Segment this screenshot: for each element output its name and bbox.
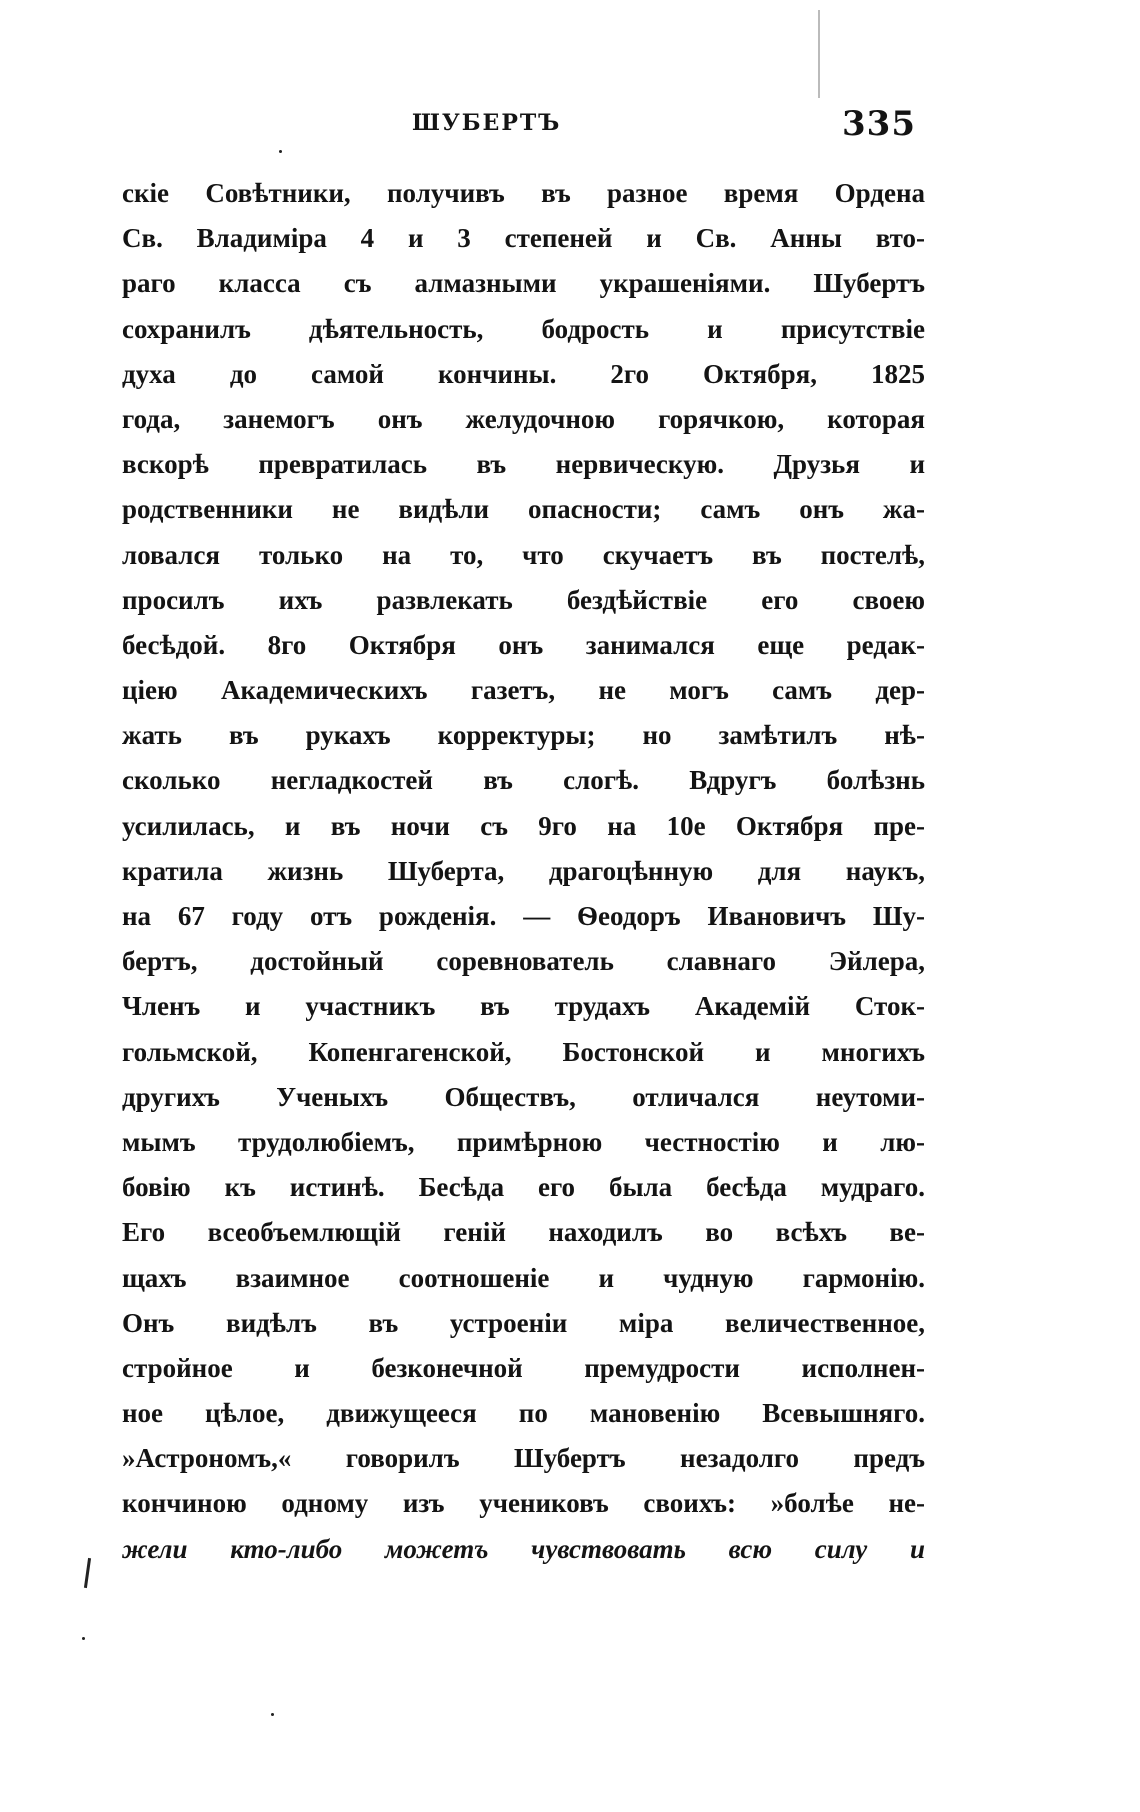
text-line: »Астрономъ,« говорилъ Шубертъ незадолго предъ bbox=[122, 1443, 925, 1474]
body-text bbox=[122, 171, 925, 1572]
text-line: кратила жизнь Шуберта, драгоцѣнную для наукъ, bbox=[122, 855, 925, 886]
text-line: стройное и безконечной премудрости исполнен- bbox=[122, 1352, 925, 1383]
text-line: Его всеобъемлющій геній находилъ во всѣхъ ве- bbox=[122, 1217, 925, 1248]
text-line: мымъ трудолюбіемъ, примѣрною честностію и лю- bbox=[122, 1126, 925, 1157]
text-line: щахъ взаимное соотношеніе и чудную гармонію. bbox=[122, 1262, 925, 1293]
text-line: сохранилъ дѣятельность, бодрость и присутствіе bbox=[122, 313, 925, 344]
text-line: Онъ видѣлъ въ устроеніи міра величественное, bbox=[122, 1307, 925, 1338]
running-head: ШУБЕРТЪ bbox=[412, 110, 562, 136]
text-line: ное цѣлое, движущееся по мановенію Всевышняго. bbox=[122, 1398, 925, 1429]
text-line: родственники не видѣли опасности; самъ онъ жа- bbox=[122, 494, 925, 525]
text-line: сколько негладкостей въ слогѣ. Вдругъ болѣзнь bbox=[122, 765, 925, 796]
text-line: кончиною одному изъ учениковъ своихъ: »болѣе не- bbox=[122, 1488, 925, 1519]
scan-speck bbox=[82, 1637, 85, 1640]
text-line: духа до самой кончины. 2го Октября, 1825 bbox=[122, 358, 925, 389]
text-line: скіе Совѣтники, получивъ въ разное время Ордена bbox=[122, 178, 925, 208]
text-line: ловался только на то, что скучаетъ въ постелѣ, bbox=[122, 539, 925, 570]
text-line: жели кто-либо можетъ чувствовать всю силу и bbox=[122, 1533, 925, 1564]
text-line: Членъ и участникъ въ трудахъ Академій Сток- bbox=[122, 991, 925, 1022]
scan-artifact-line bbox=[818, 10, 820, 98]
text-line: другихъ Ученыхъ Обществъ, отличался неутоми- bbox=[122, 1081, 925, 1112]
text-line: бертъ, достойный соревнователь славнаго Эйлера, bbox=[122, 946, 925, 977]
margin-mark bbox=[84, 1558, 91, 1588]
text-line: усилилась, и въ ночи съ 9го на 10е Октября пре- bbox=[122, 810, 925, 841]
text-line: Св. Владиміра 4 и 3 степеней и Св. Анны вто- bbox=[122, 223, 925, 254]
text-line: жать въ рукахъ корректуры; но замѣтилъ нѣ- bbox=[122, 720, 925, 751]
text-line: года, занемогъ онъ желудочною горячкою, которая bbox=[122, 403, 925, 434]
text-line: гольмской, Копенгагенской, Бостонской и многихъ bbox=[122, 1036, 925, 1067]
text-line: просилъ ихъ развлекать бездѣйствіе его своею bbox=[122, 584, 925, 615]
page-number: 335 bbox=[842, 104, 916, 144]
text-line: вскорѣ превратилась въ нервическую. Друзья и bbox=[122, 449, 925, 480]
text-line: ціею Академическихъ газетъ, не могъ самъ дер- bbox=[122, 675, 925, 706]
scan-speck bbox=[279, 150, 282, 153]
text-line: на 67 году отъ рожденія. — Ѳеодоръ Ивановичъ Шу- bbox=[122, 901, 925, 931]
text-line: бовію къ истинѣ. Бесѣда его была бесѣда мудраго. bbox=[122, 1172, 925, 1203]
text-line: раго класса съ алмазными украшеніями. Шубертъ bbox=[122, 268, 925, 299]
scan-speck bbox=[271, 1713, 274, 1716]
text-line: бесѣдой. 8го Октября онъ занимался еще редак- bbox=[122, 629, 925, 660]
